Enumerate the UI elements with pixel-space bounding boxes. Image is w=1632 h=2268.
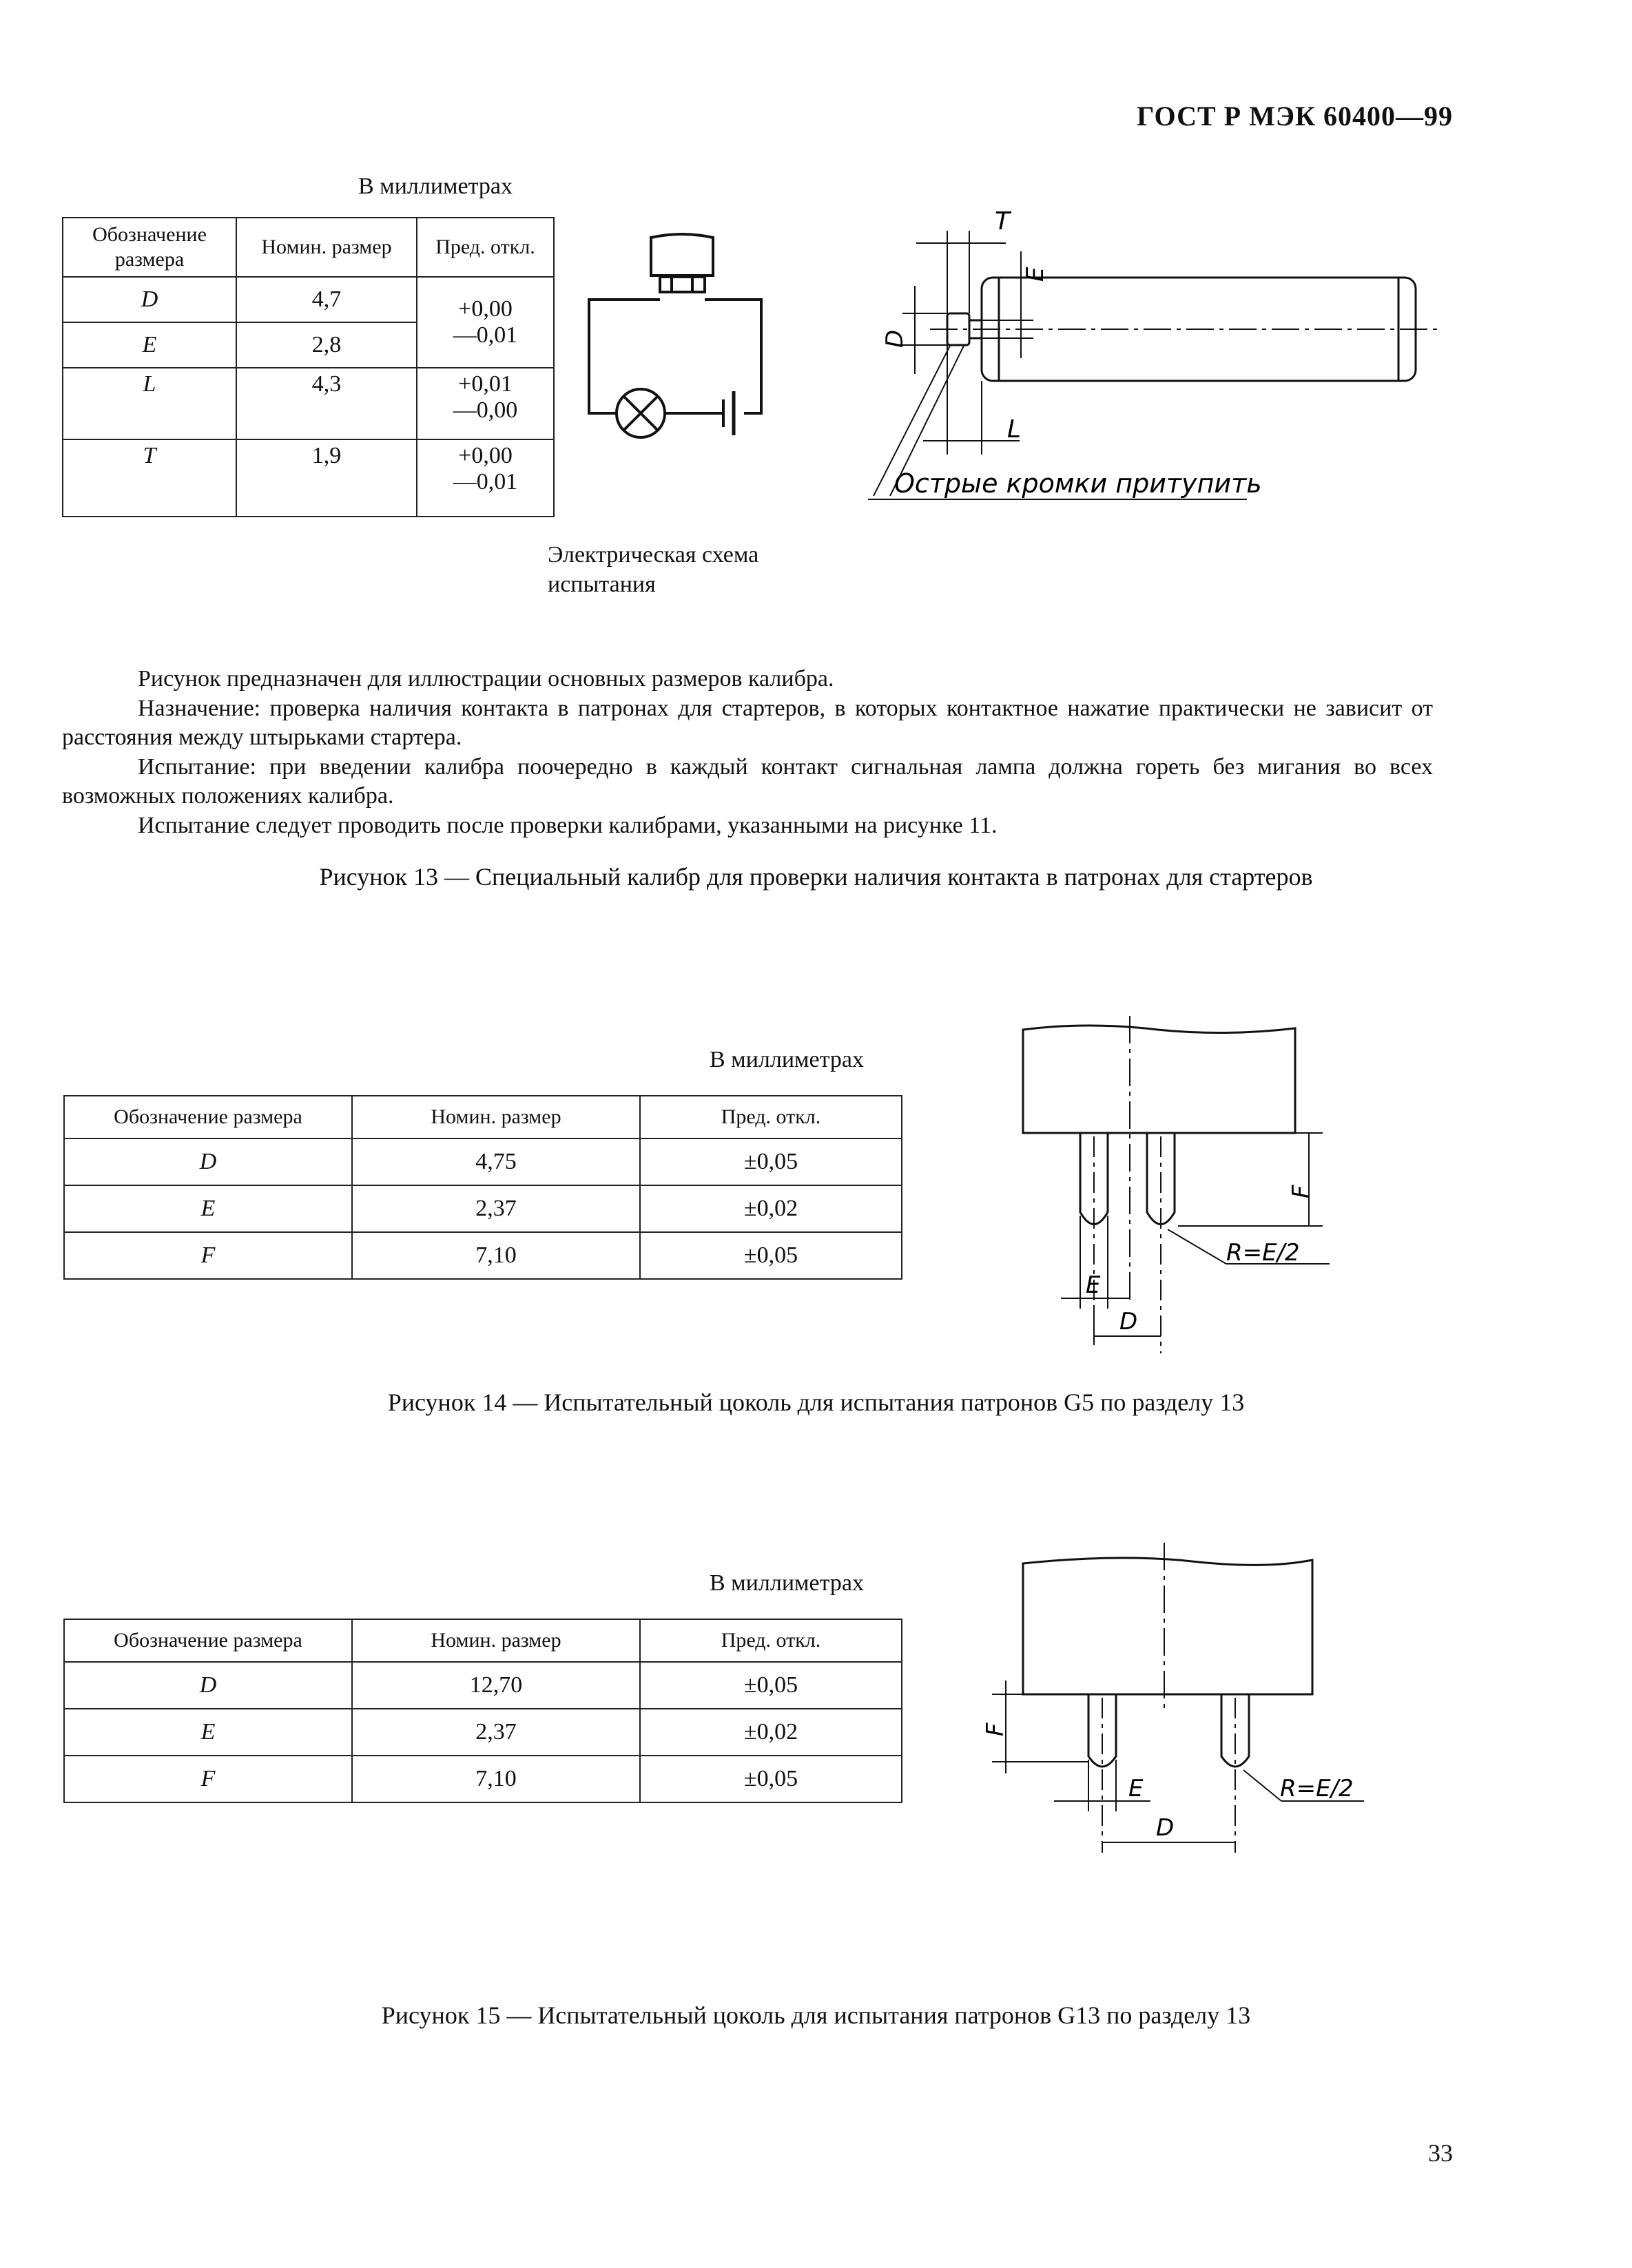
- test-circuit-diagram: [579, 227, 785, 448]
- nominal-size: 2,8: [236, 322, 417, 368]
- nominal-size: 7,10: [352, 1232, 640, 1279]
- page-number: 33: [1428, 2139, 1453, 2167]
- table-row: [64, 1709, 902, 1756]
- column-header: Пред. откл.: [417, 218, 554, 277]
- dim-label-D: D: [1119, 1308, 1138, 1335]
- table-row: [64, 1756, 902, 1802]
- fig15-table: [63, 1619, 902, 1803]
- nominal-size: 1,9: [236, 439, 417, 517]
- size-symbol: E: [63, 322, 236, 368]
- probe-body-shape: [651, 234, 713, 275]
- size-symbol: E: [64, 1709, 352, 1756]
- nominal-size: 12,70: [352, 1662, 640, 1709]
- document-header: ГОСТ Р МЭК 60400—99: [1137, 101, 1453, 132]
- gauge-drawing: [840, 203, 1460, 513]
- column-header: Обозначение размера: [64, 1619, 352, 1662]
- tolerance-upper: +0,01: [458, 371, 513, 397]
- tolerance: ±0,05: [640, 1756, 902, 1802]
- dim-label-T: T: [995, 207, 1010, 236]
- fig13-description: [62, 665, 1433, 840]
- tolerance-upper: +0,00: [458, 296, 513, 322]
- table-row: [63, 439, 554, 517]
- g13-base-drawing: [951, 1543, 1392, 1860]
- drawing-note: Острые кромки притупить: [894, 468, 1262, 499]
- dim-label-D: D: [1156, 1814, 1175, 1842]
- column-header: Номин. размер: [236, 218, 417, 277]
- dim-label-L: L: [1007, 415, 1022, 444]
- nominal-size: 4,7: [236, 277, 417, 322]
- tolerance: ±0,05: [640, 1662, 902, 1709]
- column-header: Пред. откл.: [640, 1619, 902, 1662]
- fig15-caption: Рисунок 15 — Испытательный цоколь для испытания патронов G13 по разделу 13: [381, 2001, 1251, 2029]
- probe-contacts-shape: [660, 277, 705, 292]
- tolerance: ±0,02: [640, 1709, 902, 1756]
- fig14-caption: Рисунок 14 — Испытательный цоколь для испытания патронов G5 по разделу 13: [387, 1388, 1245, 1416]
- nominal-size: 4,75: [352, 1138, 640, 1185]
- tolerance-cell: [417, 277, 554, 368]
- table-row: [64, 1185, 902, 1232]
- fig13-table: [62, 217, 555, 517]
- column-header: Номин. размер: [352, 1096, 640, 1138]
- paragraph: Назначение: проверка наличия контакта в патронах для стартеров, в которых контактное нажатие практически не зависит от расстояния между штырьками стартера.: [62, 695, 1433, 750]
- table-row: [64, 1662, 902, 1709]
- nominal-size: 7,10: [352, 1756, 640, 1802]
- fig14-table: [63, 1095, 902, 1280]
- tolerance-lower: —0,01: [453, 322, 518, 348]
- dim-label-D: D: [881, 329, 909, 348]
- tolerance: ±0,05: [640, 1232, 902, 1279]
- column-header: Обозначение размера: [64, 1096, 352, 1138]
- circuit-caption: Электрическая схема испытания: [548, 542, 759, 597]
- fig14-units: В миллиметрах: [710, 1047, 864, 1072]
- table-row: [64, 1138, 902, 1185]
- dim-label-E: E: [1086, 1271, 1101, 1299]
- dim-label-F: F: [1288, 1185, 1315, 1198]
- nominal-size: 2,37: [352, 1185, 640, 1232]
- dim-label-E: E: [1022, 267, 1049, 282]
- paragraph: Испытание следует проводить после проверки калибрами, указанными на рисунке 11.: [138, 812, 998, 838]
- dim-label-F: F: [982, 1723, 1009, 1736]
- tolerance-lower: —0,00: [453, 397, 518, 423]
- paragraph: Испытание: при введении калибра поочередно в каждый контакт сигнальная лампа должна гореть без мигания во всех возможных положениях калибра.: [62, 753, 1433, 809]
- tolerance: ±0,05: [640, 1138, 902, 1185]
- size-symbol: F: [64, 1756, 352, 1802]
- nominal-size: 4,3: [236, 368, 417, 439]
- tolerance-lower: —0,01: [453, 469, 518, 495]
- tolerance-upper: +0,00: [458, 443, 513, 468]
- table-row: [63, 277, 554, 322]
- paragraph: Рисунок предназначен для иллюстрации основных размеров калибра.: [138, 666, 834, 691]
- size-symbol: D: [63, 277, 236, 322]
- base-block-shape: [1023, 1558, 1312, 1694]
- g5-base-drawing: [1020, 1016, 1405, 1353]
- tolerance-cell: [417, 439, 554, 517]
- fig13-units: В миллиметрах: [358, 174, 513, 199]
- fig13-caption: Рисунок 13 — Специальный калибр для проверки наличия контакта в патронах для стартеров: [319, 863, 1313, 891]
- dim-label-R: R=E/2: [1280, 1775, 1354, 1802]
- column-header: Обозначение размера: [63, 218, 236, 277]
- table-row: [64, 1232, 902, 1279]
- size-symbol: E: [64, 1185, 352, 1232]
- column-header: Номин. размер: [352, 1619, 640, 1662]
- size-symbol: F: [64, 1232, 352, 1279]
- base-block-shape: [1023, 1026, 1295, 1133]
- nominal-size: 2,37: [352, 1709, 640, 1756]
- size-symbol: T: [63, 439, 236, 517]
- column-header: Пред. откл.: [640, 1096, 902, 1138]
- tolerance-cell: [417, 368, 554, 439]
- dim-label-R: R=E/2: [1226, 1239, 1300, 1267]
- tolerance: ±0,02: [640, 1185, 902, 1232]
- fig15-units: В миллиметрах: [710, 1570, 864, 1596]
- table-row: [63, 368, 554, 439]
- size-symbol: L: [63, 368, 236, 439]
- dim-label-E: E: [1128, 1775, 1144, 1802]
- size-symbol: D: [64, 1662, 352, 1709]
- size-symbol: D: [64, 1138, 352, 1185]
